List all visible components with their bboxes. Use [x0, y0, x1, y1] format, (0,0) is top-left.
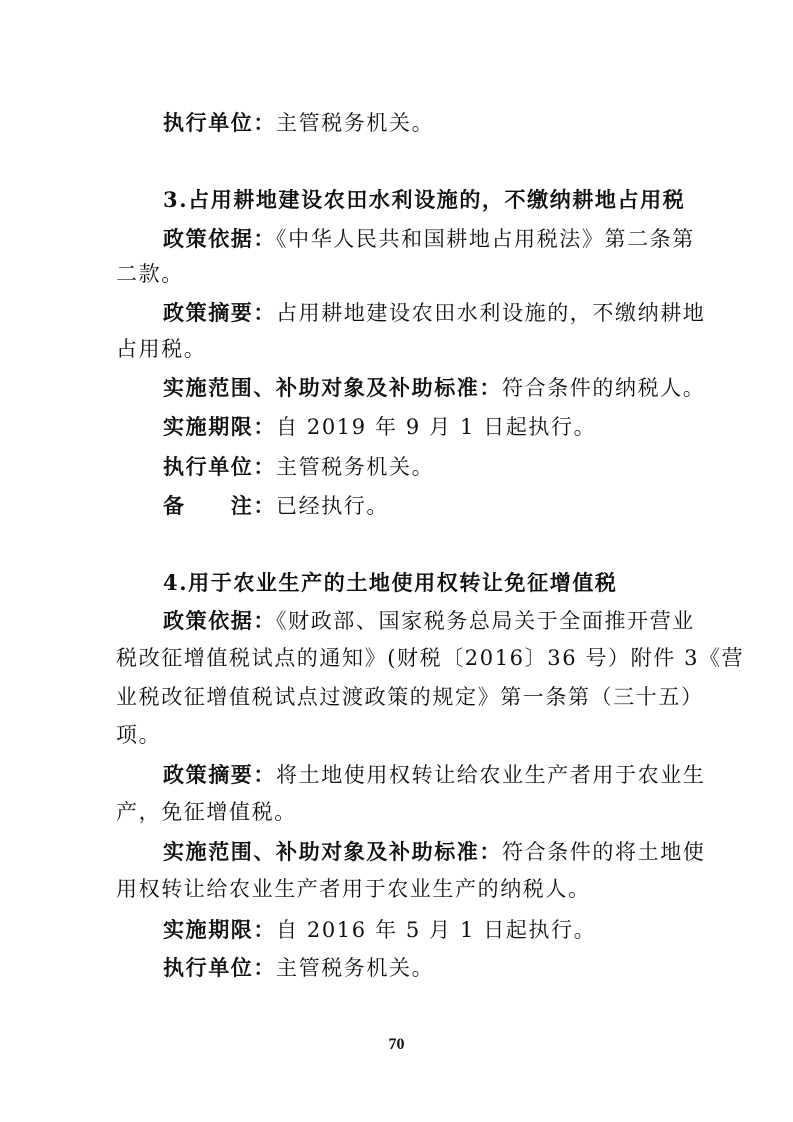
text: 二款。 — [116, 262, 184, 286]
label: 政策摘要： — [163, 300, 276, 325]
text: 项。 — [116, 723, 162, 747]
line-policy-summary-4-cont — [0, 797, 793, 827]
text: 将土地使用权转让给农业生产者用于农业生 — [276, 763, 706, 787]
line-executing-unit-3 — [0, 452, 793, 482]
label: 备 注： — [163, 493, 276, 518]
heading-text: 4.用于农业生产的土地使用权转让免征增值税 — [163, 570, 618, 595]
label: 实施期限： — [163, 414, 276, 439]
line-executing-unit-4 — [0, 953, 793, 983]
label: 实施范围、补助对象及补助标准： — [163, 839, 502, 864]
line-policy-basis-4-cont-2 — [0, 682, 793, 712]
text: 自 2019 年 9 月 1 日起执行。 — [276, 415, 597, 439]
text: 占用耕地建设农田水利设施的，不缴纳耕地 — [276, 301, 706, 325]
text: 主管税务机关。 — [276, 111, 435, 135]
text: 《财政部、国家税务总局关于全面推开营业 — [276, 609, 695, 633]
line-remarks-3 — [0, 491, 793, 521]
line-policy-basis-4-cont-3 — [0, 720, 793, 750]
text: 占用税。 — [116, 337, 207, 361]
line-policy-summary-3 — [0, 298, 793, 328]
line-policy-basis-4-cont-1 — [0, 643, 793, 673]
text: 符合条件的纳税人。 — [502, 376, 706, 400]
text: 主管税务机关。 — [276, 455, 435, 479]
label: 执行单位： — [163, 955, 276, 980]
text: 产，免征增值税。 — [116, 800, 297, 824]
text: 已经执行。 — [276, 494, 389, 518]
line-policy-basis-3-cont — [0, 259, 793, 289]
line-scope-4-cont — [0, 874, 793, 904]
text: 《中华人民共和国耕地占用税法》第二条第 — [276, 227, 695, 251]
line-policy-summary-4 — [0, 760, 793, 790]
section-heading-4 — [0, 568, 793, 598]
text: 符合条件的将土地使 — [502, 840, 706, 864]
label: 执行单位： — [163, 454, 276, 479]
label: 政策依据： — [163, 608, 276, 633]
line-scope-3 — [0, 373, 793, 403]
text: 税改征增值税试点的通知》(财税〔2016〕36 号）附件 3《营 — [116, 646, 745, 670]
line-policy-basis-3 — [0, 224, 793, 254]
line-scope-4 — [0, 837, 793, 867]
label: 政策摘要： — [163, 762, 276, 787]
heading-text: 3.占用耕地建设农田水利设施的，不缴纳耕地占用税 — [163, 187, 686, 212]
text: 主管税务机关。 — [276, 956, 435, 980]
label: 实施范围、补助对象及补助标准： — [163, 375, 502, 400]
line-policy-basis-4 — [0, 606, 793, 636]
text: 自 2016 年 5 月 1 日起执行。 — [276, 918, 597, 942]
label: 实施期限： — [163, 917, 276, 942]
line-policy-summary-3-cont — [0, 334, 793, 364]
line-executing-unit-1 — [0, 108, 793, 138]
text: 业税改征增值税试点过渡政策的规定》第一条第（三十五） — [116, 685, 704, 709]
line-period-4 — [0, 915, 793, 945]
page-number: 70 — [388, 1036, 405, 1053]
label: 执行单位： — [163, 110, 276, 135]
line-period-3 — [0, 412, 793, 442]
text: 用权转让给农业生产者用于农业生产的纳税人。 — [116, 877, 591, 901]
label: 政策依据： — [163, 226, 276, 251]
section-heading-3 — [0, 185, 793, 215]
